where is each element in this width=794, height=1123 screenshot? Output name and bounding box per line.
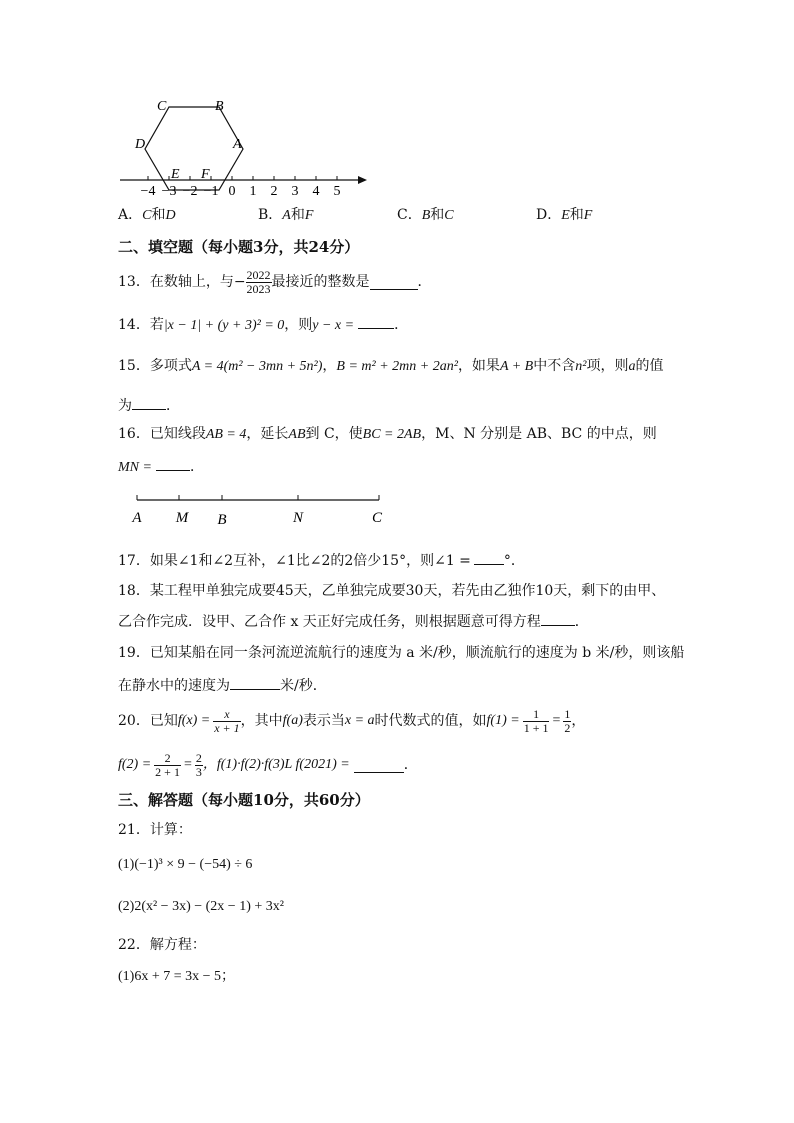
point-label-n: N (292, 510, 304, 526)
tick-label: −1 (203, 184, 219, 197)
tick-label: 4 (312, 184, 320, 197)
fraction: $\frac{2}{2 + 1}$ (155, 750, 180, 779)
vertex-label-e: E (171, 167, 180, 182)
section-heading: 二、填空题（每小题3分，共24分） (118, 238, 360, 256)
answer-blank (156, 456, 190, 471)
answer-blank (358, 314, 394, 329)
question-15-line2: 为 ． (118, 395, 180, 416)
tick-label: −3 (161, 184, 177, 197)
fraction: $\frac{1}{1 + 1}$ (523, 706, 549, 735)
question-14: 14．若|x − 1| + (y + 3)² = 0，则y − x = ． (118, 314, 408, 336)
question-21-part1: (1)(−1)³ × 9 − (−54) ÷ 6 (118, 857, 253, 872)
question-22: 22．解方程： (118, 937, 206, 953)
question-22-part1: (1)6x + 7 = 3x − 5； (118, 969, 236, 984)
question-15: 15．多项式A = 4(m² − 3mn + 5n²)，B = m² + 2mn + 2an²，如果A + B中不含n²项，则a的值 (118, 358, 664, 374)
answer-blank (354, 758, 404, 773)
point-label-a: A (132, 510, 142, 526)
question-16: 16．已知线段AB = 4，延长AB到 C，使BC = 2AB，M、N 分别是 AB、BC 的中点，则 (118, 426, 657, 442)
question-18-line2: 乙合作完成．设甲、乙合作 x 天正好完成任务，则根据题意可得方程 ． (118, 611, 589, 632)
point-label-b: B (217, 512, 227, 528)
answer-blank (474, 550, 504, 565)
point-label-m: M (175, 510, 189, 526)
tick-label: 5 (333, 184, 341, 197)
answer-blank (541, 611, 575, 626)
question-19: 19．已知某船在同一条河流逆流航行的速度为 a 米/秒，顺流航行的速度为 b 米/秒，则该船 (118, 645, 685, 661)
tick-label: 0 (228, 184, 236, 197)
question-21-part2: (2)2(x² − 3x) − (2x − 1) + 3x² (118, 899, 284, 914)
option-d: D．E和F (536, 207, 593, 223)
question-17: 17．如果∠1和∠2互补，∠1比∠2的2倍少15°，则∠1 = °． (118, 550, 525, 571)
hexagon-number-line-figure (115, 92, 375, 197)
hexagon-shape (145, 107, 243, 190)
question-20-line2: f(2) = $\frac{2}{2 + 1}$ = $\frac{2}{3}$ ，f(1)·f(2)·f(3)L f(2021) = ． (118, 750, 418, 779)
fraction: $\frac{2}{3}$ (195, 750, 202, 779)
point-label-c: C (371, 510, 383, 526)
fraction: $\frac{2022}{2023}$ (246, 267, 271, 296)
tick-label: 3 (291, 184, 299, 197)
vertex-label-c: C (157, 99, 167, 114)
answer-blank (132, 395, 166, 410)
answer-blank (370, 275, 418, 290)
answer-blank (230, 675, 280, 690)
number-line-arrow (358, 176, 367, 184)
question-20: 20．已知 f(x) = $\frac{x}{x + 1}$ ，其中 f(a) 表示当 x = a 时代数式的值，如 f(1) = $\frac{1}{1 + 1}$ = $\frac{1}{2}$ ， (118, 706, 586, 735)
vertex-label-f: F (201, 167, 210, 182)
vertex-label-d: D (135, 137, 146, 152)
fraction: $\frac{x}{x + 1}$ (214, 706, 240, 735)
option-a: A．C和D (118, 207, 176, 223)
option-b: B．A和F (258, 207, 314, 223)
tick-label: 2 (270, 184, 278, 197)
tick-label: −2 (182, 184, 198, 197)
vertex-label-b: B (215, 99, 224, 114)
fraction: $\frac{1}{2}$ (564, 706, 571, 735)
question-18: 18．某工程甲单独完成要45天，乙单独完成要30天，若先由乙独作10天，剩下的由甲、 (118, 583, 666, 599)
question-16-line2: MN = ． (118, 456, 204, 478)
segment-figure (125, 490, 395, 530)
tick-label: 1 (249, 184, 257, 197)
question-13: 13．在数轴上，与− $\frac{2022}{2023}$ 最接近的整数是 ． (118, 267, 432, 296)
tick-label: −4 (140, 184, 156, 197)
question-21: 21．计算： (118, 822, 192, 838)
question-19-line2: 在静水中的速度为 米/秒． (118, 675, 327, 696)
section-heading: 三、解答题（每小题10分，共60分） (118, 791, 370, 809)
vertex-label-a: A (233, 137, 242, 152)
option-c: C．B和C (397, 207, 454, 223)
